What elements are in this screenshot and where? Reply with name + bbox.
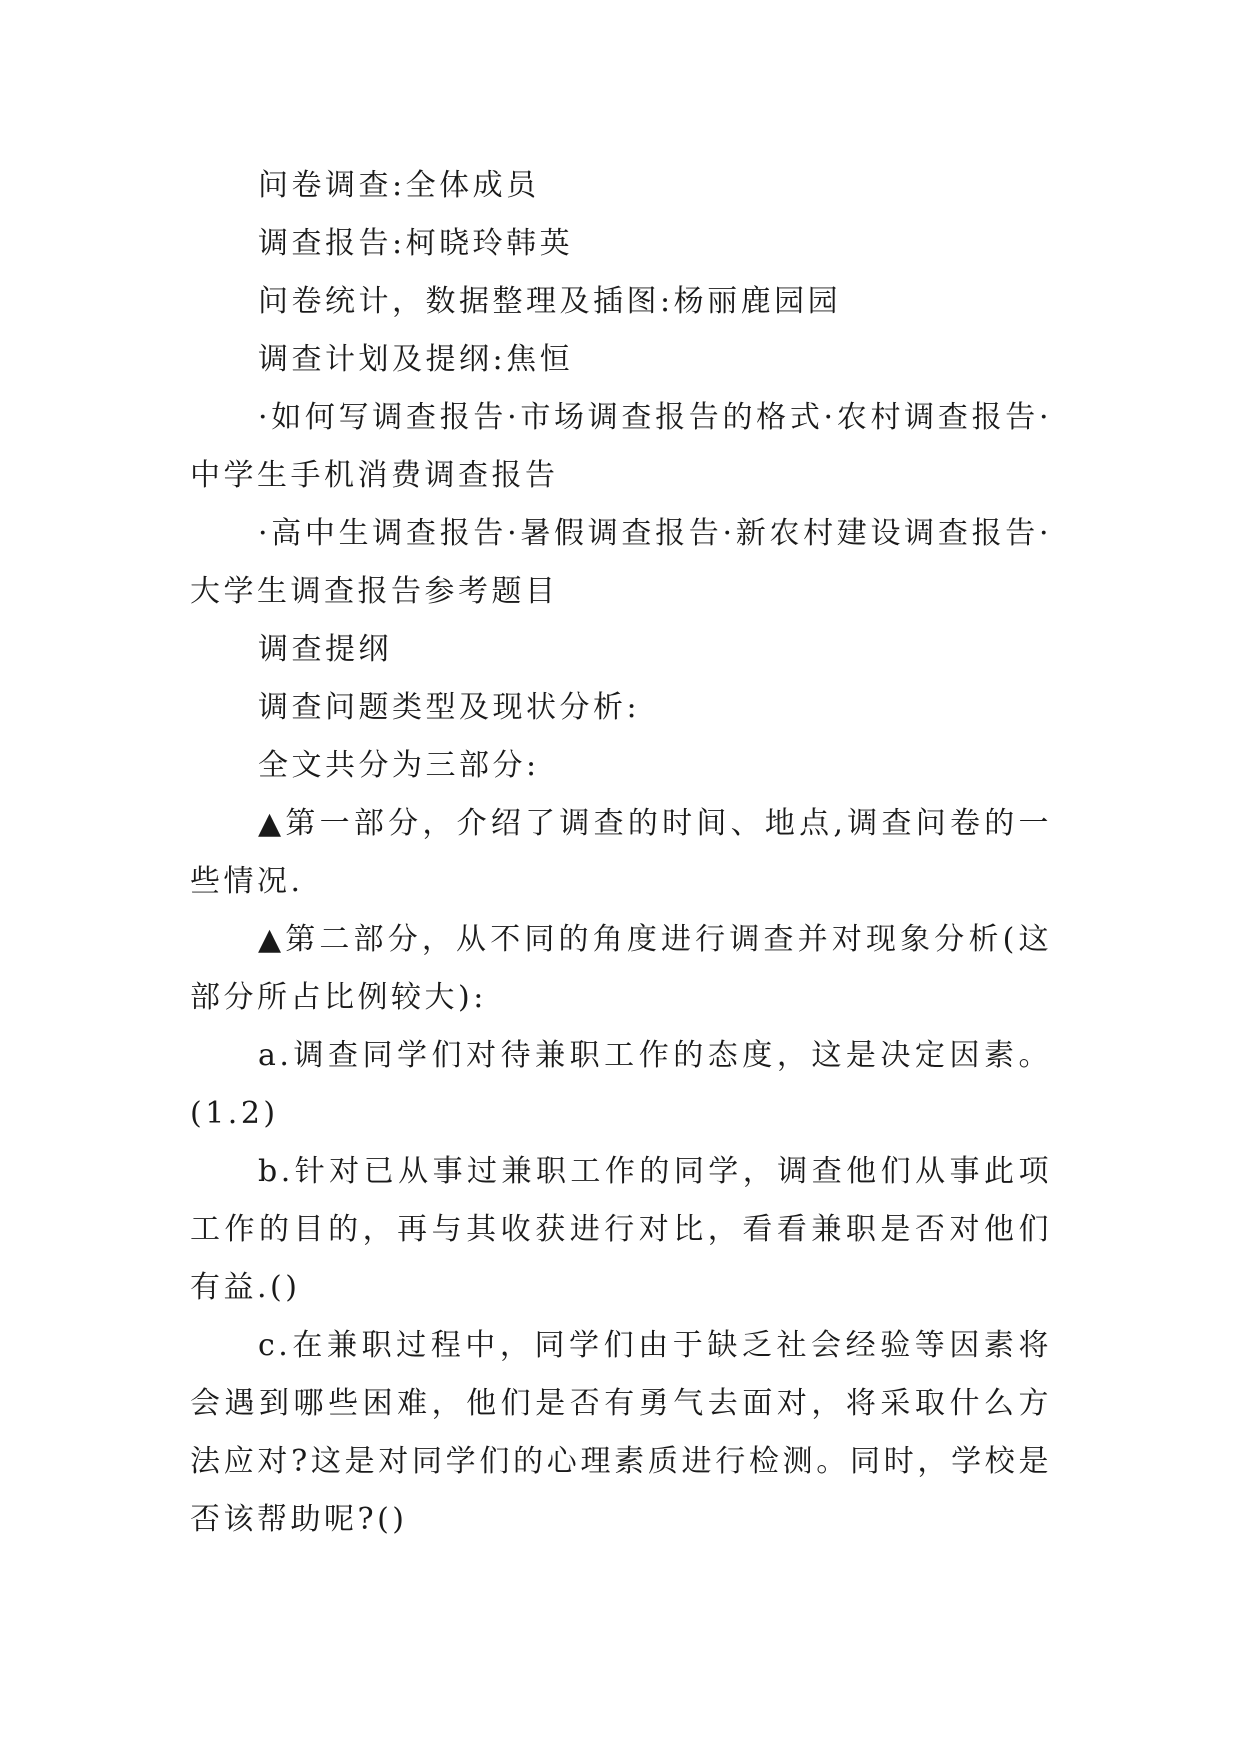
paragraph-analysis-heading: 调查问题类型及现状分析: (258, 690, 641, 725)
paragraph-item-b: b.针对已从事过兼职工作的同学，调查他们从事此项工作的目的，再与其收获进行对比，看看兼职是否对他们有益.() (190, 1154, 1052, 1305)
paragraph-related-links-2: ·高中生调查报告·暑假调查报告·新农村建设调查报告·大学生调查报告参考题目 (190, 516, 1052, 609)
paragraph-report-authors: 调查报告:柯晓玲韩英 (258, 226, 574, 261)
paragraph-three-parts: 全文共分为三部分: (258, 748, 540, 783)
document-page (190, 157, 1052, 1549)
paragraph-outline-heading: 调查提纲 (258, 632, 392, 667)
paragraph-statistics-authors: 问卷统计，数据整理及插图:杨丽鹿园园 (258, 284, 842, 319)
paragraph-plan-author: 调查计划及提纲:焦恒 (258, 342, 574, 377)
paragraph-part-one: ▲第一部分，介绍了调查的时间、地点,调查问卷的一些情况. (190, 806, 1052, 899)
paragraph-related-links-1: ·如何写调查报告·市场调查报告的格式·农村调查报告·中学生手机消费调查报告 (190, 400, 1052, 493)
paragraph-item-c: c.在兼职过程中，同学们由于缺乏社会经验等因素将会遇到哪些困难，他们是否有勇气去面对，将采取什么方法应对?这是对同学们的心理素质进行检测。同时，学校是否该帮助呢?() (190, 1328, 1052, 1537)
paragraph-survey-members: 问卷调查:全体成员 (258, 168, 540, 203)
paragraph-part-two: ▲第二部分，从不同的角度进行调查并对现象分析(这部分所占比例较大): (190, 922, 1052, 1015)
paragraph-item-a: a.调查同学们对待兼职工作的态度，这是决定因素。(1.2) (190, 1038, 1052, 1131)
